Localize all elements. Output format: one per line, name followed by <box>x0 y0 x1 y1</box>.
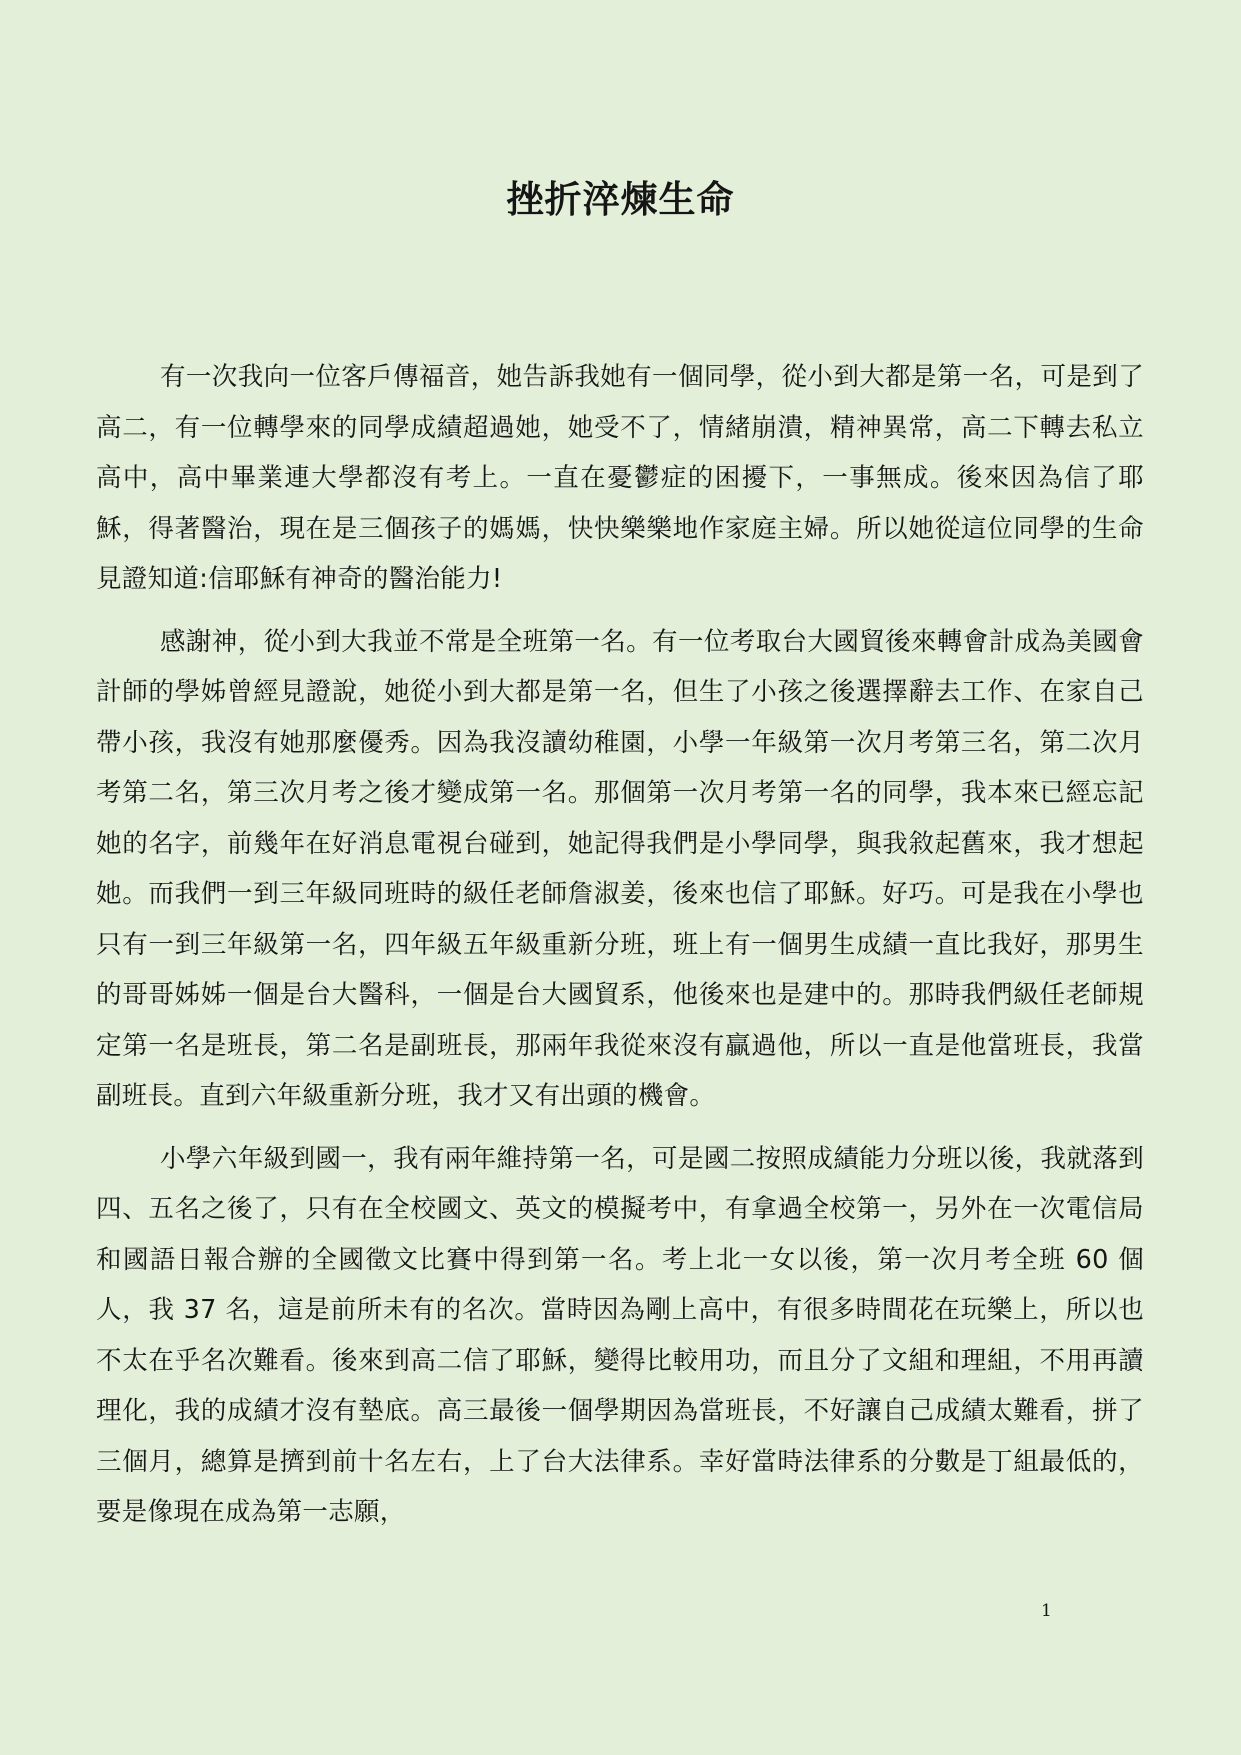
paragraph-1: 有一次我向一位客戶傳福音，她告訴我她有一個同學，從小到大都是第一名，可是到了高二，有一位轉學來的同學成績超過她，她受不了，情緒崩潰，精神異常，高二下轉去私立高中，高中畢業連大學都沒有考上。一直在憂鬱症的困擾下，一事無成。後來因為信了耶穌，得著醫治，現在是三個孩子的媽媽，快快樂樂地作家庭主婦。所以她從這位同學的生命見證知道:信耶穌有神奇的醫治能力! <box>96 362 1144 594</box>
paragraph-3: 小學六年級到國一，我有兩年維持第一名，可是國二按照成績能力分班以後，我就落到四、五名之後了，只有在全校國文、英文的模擬考中，有拿過全校第一，另外在一次電信局和國語日報合辦的全國徵文比賽中得到第一名。考上北一女以後，第一次月考全班 60 個人，我 37 名，這是前所未有的名次。當時因為剛上高中，有很多時間花在玩樂上，所以也不太在乎名次難看。後來到高二信了耶穌，變得比較用功，而且分了文組和理組，不用再讀理化，我的成績才沒有墊底。高三最後一個學期因為當班長，不好讓自己成績太難看，拼了三個月，總算是擠到前十名左右，上了台大法律系。幸好當時法律系的分數是丁組最低的，要是像現在成為第一志願， <box>96 1143 1144 1527</box>
paragraph-2: 感謝神，從小到大我並不常是全班第一名。有一位考取台大國貿後來轉會計成為美國會計師的學姊曾經見證說，她從小到大都是第一名，但生了小孩之後選擇辭去工作、在家自己帶小孩，我沒有她那麼優秀。因為我沒讀幼稚園，小學一年級第一次月考第三名，第二次月考第二名，第三次月考之後才變成第一名。那個第一次月考第一名的同學，我本來已經忘記她的名字，前幾年在好消息電視台碰到，她記得我們是小學同學，與我敘起舊來，我才想起她。而我們一到三年級同班時的級任老師詹淑姜，後來也信了耶穌。好巧。可是我在小學也只有一到三年級第一名，四年級五年級重新分班，班上有一個男生成績一直比我好，那男生的哥哥姊姊一個是台大醫科，一個是台大國貿系，他後來也是建中的。那時我們級任老師規定第一名是班長，第二名是副班長，那兩年我從來沒有贏過他，所以一直是他當班長，我當副班長。直到六年級重新分班，我才又有出頭的機會。 <box>96 626 1144 1111</box>
document-title: 挫折淬煉生命 <box>506 178 735 221</box>
page-number: 1 <box>1041 1601 1052 1621</box>
document-body <box>96 352 1144 1550</box>
